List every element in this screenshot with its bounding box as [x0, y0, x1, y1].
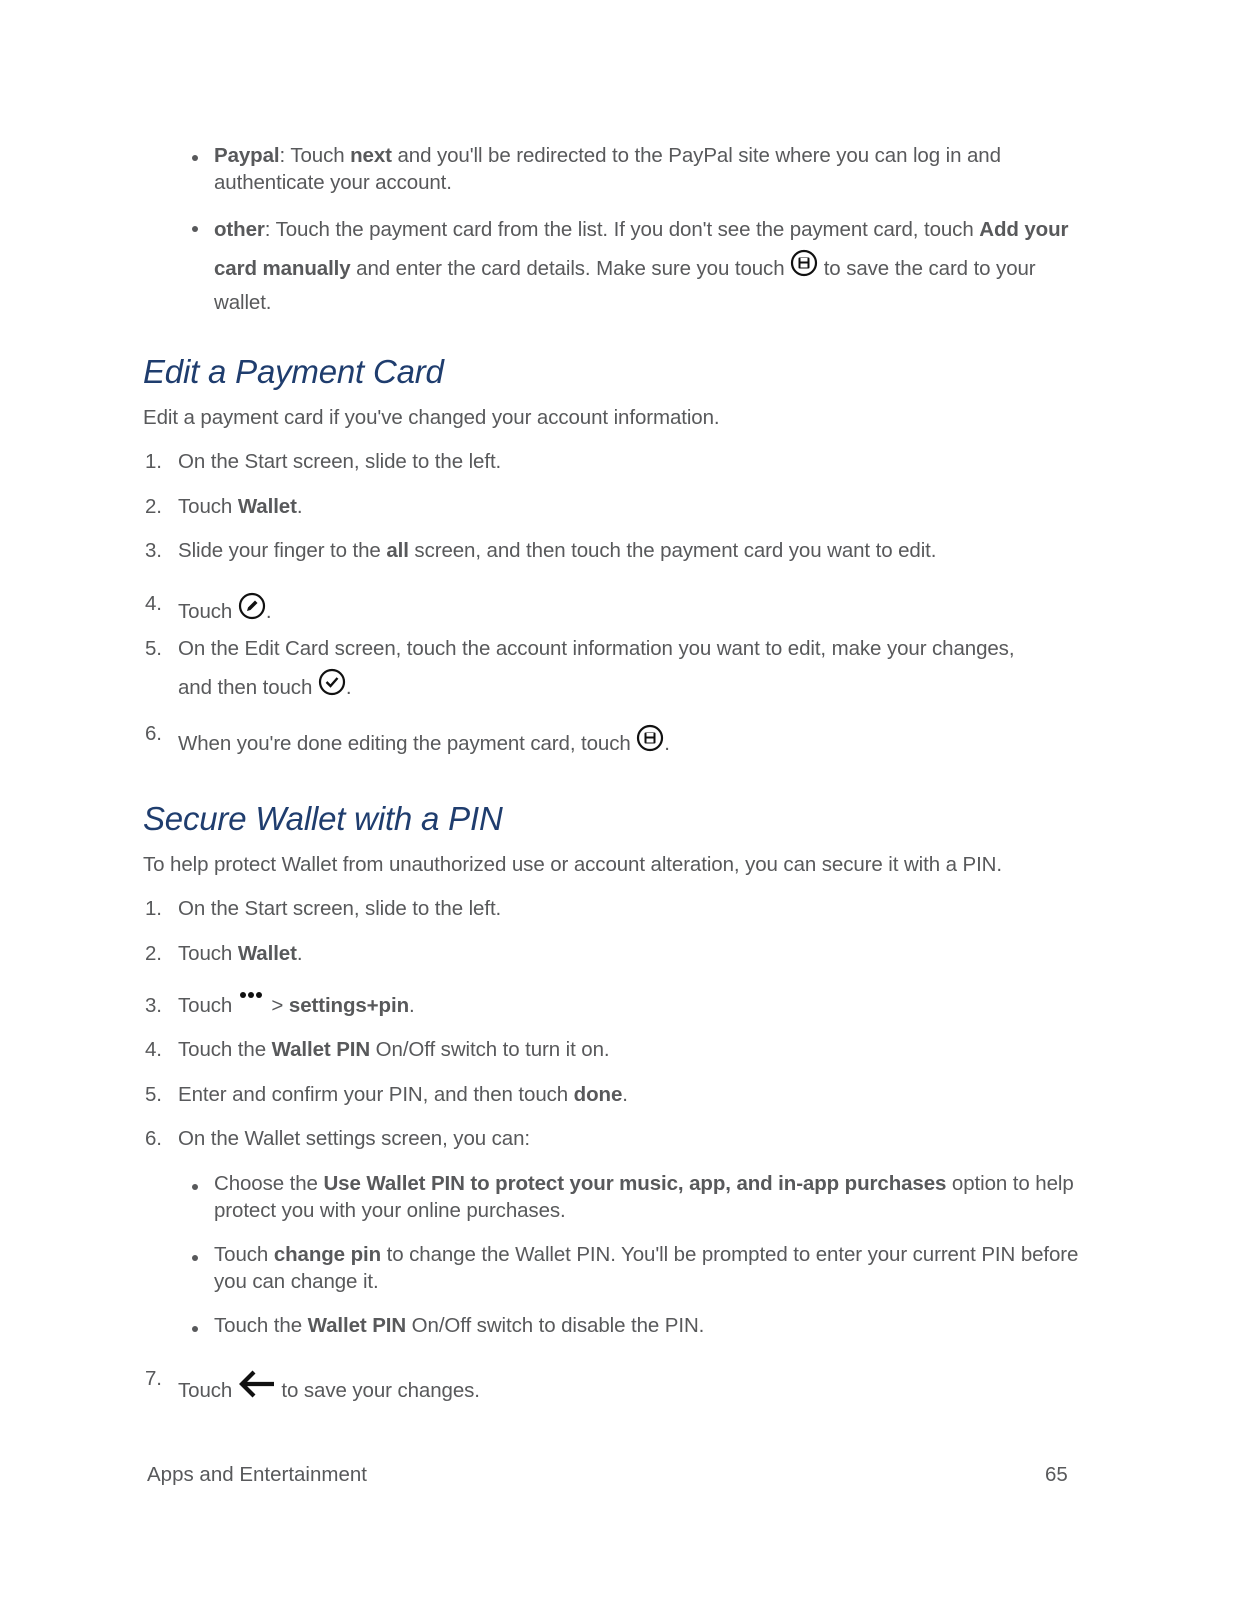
step-number: 6. [145, 722, 162, 745]
bullet-dot [192, 1255, 202, 1265]
step-number: 2. [145, 942, 162, 965]
step-text: Touch . [178, 590, 1068, 625]
step-text: Touch the Wallet PIN On/Off switch to turn it on. [178, 1038, 610, 1061]
bullet-paypal: Paypal: Touch next and you'll be redirected to the PayPal site where you can log in and authenticate your account. [214, 144, 1001, 194]
step-text: Touch Wallet. [178, 942, 303, 965]
bullet-dot [192, 155, 202, 165]
step-text: On the Edit Card screen, touch the account information you want to edit, make your changes, and then touch . [178, 637, 1015, 699]
step-number: 6. [145, 1127, 162, 1150]
step-number: 5. [145, 1083, 162, 1106]
more-dots-icon [238, 990, 266, 1000]
step-number: 4. [145, 1038, 162, 1061]
step-text: Touch > settings+pin. [178, 992, 1068, 1019]
step-text: On the Start screen, slide to the left. [178, 450, 502, 473]
step-number: 3. [145, 994, 162, 1017]
page-number: 65 [1045, 1463, 1068, 1486]
back-arrow-icon [238, 1368, 276, 1400]
bullet-dot [192, 226, 202, 236]
sub-bullet: Touch change pin to change the Wallet PIN. You'll be prompted to enter your current PIN before you can change it. [214, 1243, 1079, 1293]
step-number: 1. [145, 450, 162, 473]
step-text: On the Start screen, slide to the left. [178, 897, 502, 920]
bullet-dot [192, 1184, 202, 1194]
save-icon [636, 724, 664, 752]
section-intro: Edit a payment card if you've changed your account information. [143, 406, 720, 429]
step-number: 5. [145, 637, 162, 660]
step-number: 4. [145, 592, 162, 615]
section-intro: To help protect Wallet from unauthorized use or account alteration, you can secure it with a PIN. [143, 853, 1002, 876]
step-text: When you're done editing the payment card, touch . [178, 722, 1068, 757]
section-heading-edit-card: Edit a Payment Card [143, 353, 444, 390]
step-number: 3. [145, 539, 162, 562]
bullet-dot [192, 1326, 202, 1336]
sub-bullet: Choose the Use Wallet PIN to protect your music, app, and in-app purchases option to help protect you with your online purchases. [214, 1172, 1074, 1222]
edit-icon [238, 592, 266, 620]
step-text: Slide your finger to the all screen, and then touch the payment card you want to edit. [178, 539, 937, 562]
save-icon [790, 249, 818, 277]
step-text: Touch Wallet. [178, 495, 303, 518]
check-icon [318, 668, 346, 696]
step-number: 2. [145, 495, 162, 518]
step-text: On the Wallet settings screen, you can: [178, 1127, 530, 1150]
sub-bullet: Touch the Wallet PIN On/Off switch to disable the PIN. [214, 1314, 705, 1337]
step-number: 1. [145, 897, 162, 920]
section-heading-secure-wallet: Secure Wallet with a PIN [143, 800, 503, 837]
step-text: Enter and confirm your PIN, and then touch done. [178, 1083, 628, 1106]
footer-section-title: Apps and Entertainment [147, 1463, 367, 1486]
step-number: 7. [145, 1367, 162, 1390]
step-text: Touch to save your changes. [178, 1365, 1068, 1404]
bullet-other: other: Touch the payment card from the list. If you don't see the payment card, touch Add your card manually and enter the card details. Make sure you touch to save the card to your wallet. [214, 218, 1069, 314]
